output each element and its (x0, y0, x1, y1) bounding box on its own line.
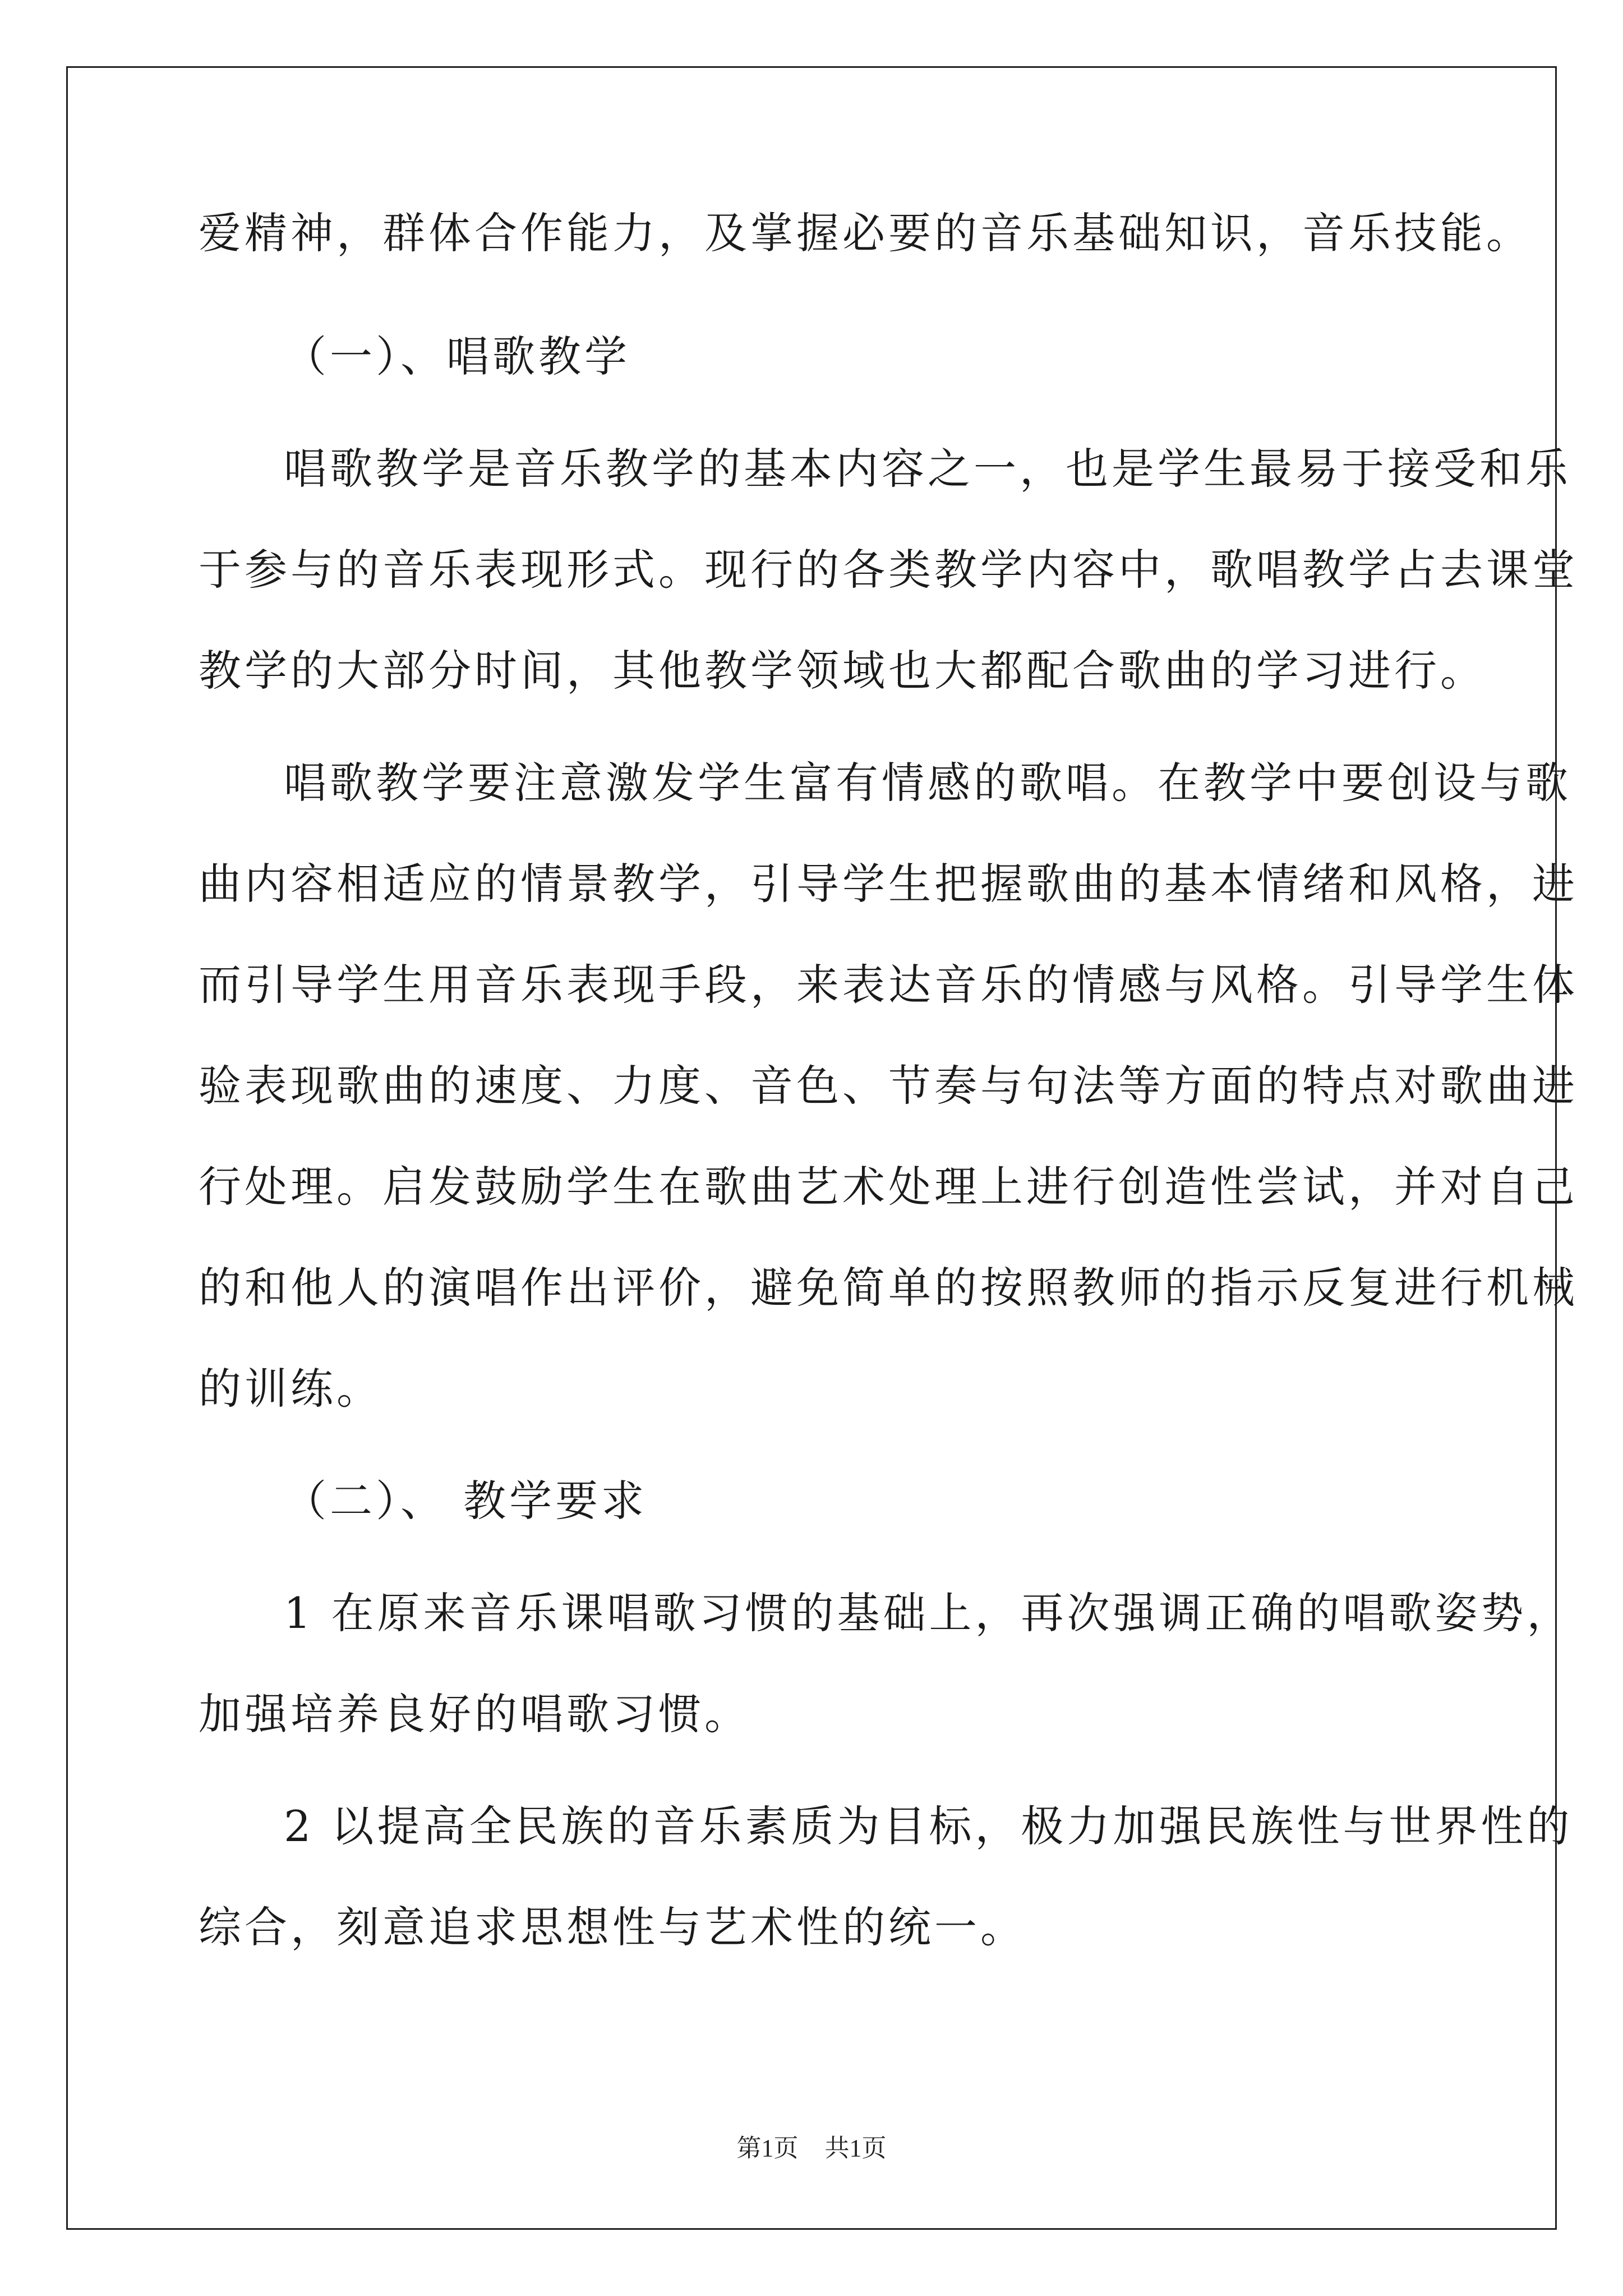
paragraph-line: 1 在原来音乐课唱歌习惯的基础上，再次强调正确的唱歌姿势， (284, 1588, 1573, 1638)
page-footer (0, 2132, 1623, 2165)
paragraph-line: 爱精神，群体合作能力，及掌握必要的音乐基础知识，音乐技能。 (199, 208, 1532, 258)
paragraph-line: 综合，刻意追求思想性与艺术性的统一。 (199, 1902, 1026, 1952)
paragraph-line: 教学的大部分时间，其他教学领域也大都配合歌曲的学习进行。 (199, 646, 1486, 696)
paragraph-line: 行处理。启发鼓励学生在歌曲艺术处理上进行创造性尝试，并对自己 (199, 1162, 1578, 1212)
paragraph-line: 的训练。 (199, 1364, 382, 1414)
page-number: 第1页 (736, 2134, 799, 2162)
paragraph-line: 于参与的音乐表现形式。现行的各类教学内容中，歌唱教学占去课堂 (199, 545, 1578, 595)
paragraph-line: 验表现歌曲的速度、力度、音色、节奏与句法等方面的特点对歌曲进 (199, 1061, 1578, 1111)
paragraph-line: 加强培养良好的唱歌习惯。 (199, 1689, 750, 1739)
page-total: 共1页 (824, 2134, 887, 2162)
section-heading-singing: （一）、唱歌教学 (284, 332, 630, 381)
paragraph-line: 2 以提高全民族的音乐素质为目标，极力加强民族性与世界性的 (284, 1801, 1573, 1851)
paragraph-line: 曲内容相适应的情景教学，引导学生把握歌曲的基本情绪和风格，进 (199, 859, 1578, 909)
paragraph-line: 唱歌教学要注意激发学生富有情感的歌唱。在教学中要创设与歌 (284, 758, 1571, 808)
section-heading-requirements: （二）、 教学要求 (284, 1476, 648, 1526)
paragraph-line: 唱歌教学是音乐教学的基本内容之一，也是学生最易于接受和乐 (284, 444, 1571, 494)
paragraph-line: 而引导学生用音乐表现手段，来表达音乐的情感与风格。引导学生体 (199, 960, 1578, 1010)
paragraph-line: 的和他人的演唱作出评价，避免简单的按照教师的指示反复进行机械 (199, 1263, 1578, 1313)
